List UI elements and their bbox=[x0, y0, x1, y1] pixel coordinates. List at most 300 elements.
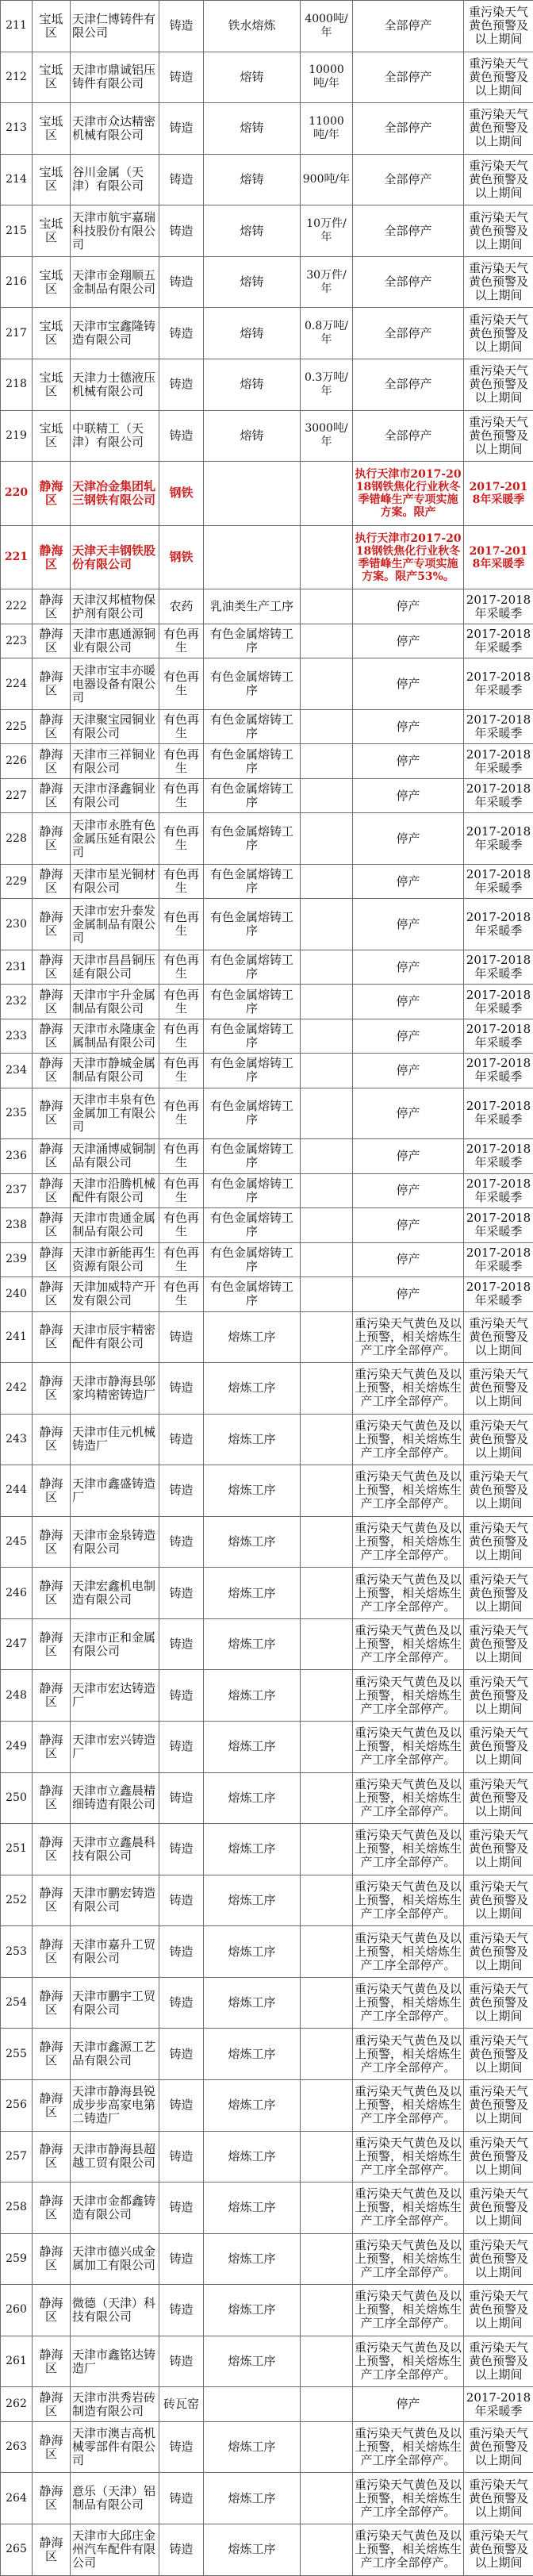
process-cell: 有色金属熔铸工序 bbox=[204, 1054, 301, 1088]
industry-cell: 铸造 bbox=[159, 1772, 204, 1824]
row-number-cell: 222 bbox=[1, 589, 33, 624]
industry-cell: 铸造 bbox=[159, 2029, 204, 2080]
process-cell: 铁水熔炼 bbox=[204, 1, 301, 52]
row-number-cell: 233 bbox=[1, 1019, 33, 1053]
control-measure-cell: 停产 bbox=[353, 1019, 464, 1053]
industry-cell: 铸造 bbox=[159, 256, 204, 308]
company-cell: 天津市新能再生资源有限公司 bbox=[71, 1242, 159, 1276]
row-number-cell: 252 bbox=[1, 1875, 33, 1926]
company-cell: 天津市静海县超越工贸有限公司 bbox=[71, 2131, 159, 2182]
district-cell: 静海区 bbox=[33, 1926, 71, 1978]
capacity-cell bbox=[301, 1618, 353, 1670]
row-number-cell: 257 bbox=[1, 2131, 33, 2182]
process-cell: 熔炼工序 bbox=[204, 1977, 301, 2029]
company-cell: 天津市昌昌铜压延有限公司 bbox=[71, 950, 159, 984]
district-cell: 静海区 bbox=[33, 658, 71, 710]
period-cell: 2017-2018年采暖季 bbox=[464, 899, 533, 950]
control-measure-cell: 全部停产 bbox=[353, 410, 464, 462]
industry-cell: 有色再生 bbox=[159, 950, 204, 984]
capacity-cell bbox=[301, 1568, 353, 1619]
table-row bbox=[1, 1670, 533, 1722]
industry-cell: 铸造 bbox=[159, 2233, 204, 2285]
company-cell: 微德（天津）科技有限公司 bbox=[71, 2285, 159, 2336]
district-cell: 静海区 bbox=[33, 709, 71, 743]
company-cell: 天津市惠通源铜业有限公司 bbox=[71, 624, 159, 658]
row-number-cell: 218 bbox=[1, 359, 33, 410]
district-cell: 静海区 bbox=[33, 1208, 71, 1242]
company-cell: 天津市鹏宇工贸有限公司 bbox=[71, 1977, 159, 2029]
process-cell: 有色金属熔铸工序 bbox=[204, 1277, 301, 1311]
process-cell: 熔炼工序 bbox=[204, 1618, 301, 1670]
period-cell: 2017-2018年采暖季 bbox=[464, 525, 533, 589]
process-cell: 熔炼工序 bbox=[204, 1926, 301, 1978]
table-row bbox=[1, 462, 533, 526]
company-cell: 天津仁博铸件有限公司 bbox=[71, 1, 159, 52]
company-cell: 天津市三祥铜业有限公司 bbox=[71, 744, 159, 778]
industry-cell: 有色再生 bbox=[159, 1139, 204, 1173]
process-cell: 熔炼工序 bbox=[204, 1516, 301, 1568]
capacity-cell bbox=[301, 1824, 353, 1875]
table-row bbox=[1, 256, 533, 308]
row-number-cell: 227 bbox=[1, 778, 33, 812]
period-cell: 重污染天气黄色预警及以上期间 bbox=[464, 2473, 533, 2524]
period-cell: 重污染天气黄色预警及以上期间 bbox=[464, 1414, 533, 1465]
table-row bbox=[1, 205, 533, 257]
capacity-cell bbox=[301, 813, 353, 865]
district-cell: 宝坻区 bbox=[33, 1, 71, 52]
district-cell: 静海区 bbox=[33, 1824, 71, 1875]
period-cell: 重污染天气黄色预警及以上期间 bbox=[464, 205, 533, 257]
company-cell: 天津市众达精密机械有限公司 bbox=[71, 103, 159, 155]
district-cell: 静海区 bbox=[33, 1139, 71, 1173]
process-cell bbox=[204, 2387, 301, 2421]
process-cell: 熔炼工序 bbox=[204, 2473, 301, 2524]
table-row bbox=[1, 2421, 533, 2473]
row-number-cell: 254 bbox=[1, 1977, 33, 2029]
table-row bbox=[1, 1465, 533, 1517]
control-measure-cell: 重污染天气黄色及以上预警，相关熔炼生产工序全部停产。 bbox=[353, 1977, 464, 2029]
period-cell: 重污染天气黄色预警及以上期间 bbox=[464, 2079, 533, 2131]
company-cell: 天津市永胜有色金属压延有限公司 bbox=[71, 813, 159, 865]
control-measure-cell: 重污染天气黄色及以上预警，相关熔炼生产工序全部停产。 bbox=[353, 2473, 464, 2524]
industry-cell: 铸造 bbox=[159, 205, 204, 257]
period-cell: 2017-2018年采暖季 bbox=[464, 2387, 533, 2421]
district-cell: 静海区 bbox=[33, 1465, 71, 1517]
industry-cell: 铸造 bbox=[159, 1568, 204, 1619]
process-cell: 熔铸 bbox=[204, 308, 301, 359]
table-row bbox=[1, 658, 533, 710]
control-measure-cell: 停产 bbox=[353, 950, 464, 984]
process-cell: 熔炼工序 bbox=[204, 1311, 301, 1363]
process-cell: 熔炼工序 bbox=[204, 1722, 301, 1773]
industry-cell: 铸造 bbox=[159, 1722, 204, 1773]
industry-cell: 有色再生 bbox=[159, 813, 204, 865]
control-measure-cell: 执行天津市2017-2018钢铁焦化行业秋冬季错峰生产专项实施方案。限产53%。 bbox=[353, 525, 464, 589]
table-row bbox=[1, 950, 533, 984]
district-cell: 静海区 bbox=[33, 1311, 71, 1363]
company-cell: 天津市鑫源工艺品有限公司 bbox=[71, 2029, 159, 2080]
industry-cell: 铸造 bbox=[159, 1363, 204, 1415]
company-cell: 天津市宏达铸造厂 bbox=[71, 1670, 159, 1722]
control-measure-cell: 重污染天气黄色及以上预警，相关熔炼生产工序全部停产。 bbox=[353, 1722, 464, 1773]
process-cell: 有色金属熔铸工序 bbox=[204, 899, 301, 950]
row-number-cell: 215 bbox=[1, 205, 33, 257]
period-cell: 重污染天气黄色预警及以上期间 bbox=[464, 1311, 533, 1363]
control-measure-cell: 重污染天气黄色及以上预警，相关熔炼生产工序全部停产。 bbox=[353, 1414, 464, 1465]
table-row bbox=[1, 1516, 533, 1568]
process-cell: 有色金属熔铸工序 bbox=[204, 1019, 301, 1053]
control-measure-cell: 重污染天气黄色及以上预警，相关熔炼生产工序全部停产。 bbox=[353, 1618, 464, 1670]
district-cell: 静海区 bbox=[33, 2421, 71, 2473]
district-cell: 静海区 bbox=[33, 1875, 71, 1926]
control-measure-cell: 重污染天气黄色及以上预警，相关熔炼生产工序全部停产。 bbox=[353, 2233, 464, 2285]
control-measure-cell: 停产 bbox=[353, 1242, 464, 1276]
table-row bbox=[1, 2131, 533, 2182]
company-cell: 天津市德兴成金属加工有限公司 bbox=[71, 2233, 159, 2285]
district-cell: 静海区 bbox=[33, 813, 71, 865]
company-cell: 天津市宝丰亦暖电器设备有限公司 bbox=[71, 658, 159, 710]
capacity-cell bbox=[301, 950, 353, 984]
row-number-cell: 263 bbox=[1, 2421, 33, 2473]
process-cell: 熔炼工序 bbox=[204, 1465, 301, 1517]
control-measure-cell: 停产 bbox=[353, 1139, 464, 1173]
capacity-cell bbox=[301, 1139, 353, 1173]
row-number-cell: 253 bbox=[1, 1926, 33, 1978]
row-number-cell: 230 bbox=[1, 899, 33, 950]
row-number-cell: 251 bbox=[1, 1824, 33, 1875]
industry-cell: 有色再生 bbox=[159, 899, 204, 950]
control-measure-cell: 停产 bbox=[353, 985, 464, 1019]
company-cell: 天津聚宝园铜业有限公司 bbox=[71, 709, 159, 743]
period-cell: 2017-2018年采暖季 bbox=[464, 589, 533, 624]
row-number-cell: 217 bbox=[1, 308, 33, 359]
row-number-cell: 214 bbox=[1, 154, 33, 205]
process-cell: 有色金属熔铸工序 bbox=[204, 1242, 301, 1276]
process-cell bbox=[204, 462, 301, 526]
industry-cell: 铸造 bbox=[159, 1516, 204, 1568]
company-cell: 天津力士德液压机械有限公司 bbox=[71, 359, 159, 410]
industry-cell: 农药 bbox=[159, 589, 204, 624]
capacity-cell bbox=[301, 1875, 353, 1926]
district-cell: 静海区 bbox=[33, 778, 71, 812]
table-row bbox=[1, 864, 533, 898]
company-cell: 天津市金泉铸造有限公司 bbox=[71, 1516, 159, 1568]
company-cell: 天津宏鑫机电制造有限公司 bbox=[71, 1568, 159, 1619]
industry-cell: 有色再生 bbox=[159, 624, 204, 658]
capacity-cell bbox=[301, 1311, 353, 1363]
capacity-cell: 10000吨/年 bbox=[301, 52, 353, 103]
table-row bbox=[1, 52, 533, 103]
row-number-cell: 261 bbox=[1, 2336, 33, 2387]
company-cell: 天津市鑫铭达铸造厂 bbox=[71, 2336, 159, 2387]
district-cell: 静海区 bbox=[33, 2029, 71, 2080]
capacity-cell bbox=[301, 2233, 353, 2285]
table-row bbox=[1, 813, 533, 865]
industry-cell: 铸造 bbox=[159, 2421, 204, 2473]
control-measure-cell: 停产 bbox=[353, 1173, 464, 1207]
industry-cell: 铸造 bbox=[159, 1465, 204, 1517]
period-cell: 重污染天气黄色预警及以上期间 bbox=[464, 2421, 533, 2473]
table-row bbox=[1, 985, 533, 1019]
row-number-cell: 240 bbox=[1, 1277, 33, 1311]
industry-cell: 铸造 bbox=[159, 1414, 204, 1465]
process-cell: 熔炼工序 bbox=[204, 1414, 301, 1465]
control-measure-cell: 停产 bbox=[353, 899, 464, 950]
industry-cell: 铸造 bbox=[159, 1926, 204, 1978]
district-cell: 静海区 bbox=[33, 2473, 71, 2524]
table-row bbox=[1, 1772, 533, 1824]
capacity-cell bbox=[301, 2473, 353, 2524]
table-row bbox=[1, 1, 533, 52]
period-cell: 2017-2018年采暖季 bbox=[464, 1208, 533, 1242]
process-cell: 有色金属熔铸工序 bbox=[204, 1173, 301, 1207]
process-cell: 有色金属熔铸工序 bbox=[204, 1139, 301, 1173]
industry-cell: 铸造 bbox=[159, 1977, 204, 2029]
period-cell: 2017-2018年采暖季 bbox=[464, 658, 533, 710]
process-cell: 熔铸 bbox=[204, 205, 301, 257]
table-row bbox=[1, 744, 533, 778]
period-cell: 重污染天气黄色预警及以上期间 bbox=[464, 1465, 533, 1517]
period-cell: 重污染天气黄色预警及以上期间 bbox=[464, 2233, 533, 2285]
table-row bbox=[1, 1824, 533, 1875]
table-row bbox=[1, 2182, 533, 2234]
period-cell: 重污染天气黄色预警及以上期间 bbox=[464, 1363, 533, 1415]
control-measure-cell: 全部停产 bbox=[353, 256, 464, 308]
period-cell: 重污染天气黄色预警及以上期间 bbox=[464, 1977, 533, 2029]
industry-cell: 有色再生 bbox=[159, 1242, 204, 1276]
capacity-cell bbox=[301, 1465, 353, 1517]
control-measure-cell: 停产 bbox=[353, 744, 464, 778]
period-cell: 重污染天气黄色预警及以上期间 bbox=[464, 1, 533, 52]
control-measure-cell: 全部停产 bbox=[353, 205, 464, 257]
capacity-cell bbox=[301, 985, 353, 1019]
capacity-cell bbox=[301, 1977, 353, 2029]
period-cell: 2017-2018年采暖季 bbox=[464, 1019, 533, 1053]
period-cell: 重污染天气黄色预警及以上期间 bbox=[464, 410, 533, 462]
industry-cell: 铸造 bbox=[159, 154, 204, 205]
capacity-cell bbox=[301, 2387, 353, 2421]
period-cell: 重污染天气黄色预警及以上期间 bbox=[464, 2182, 533, 2234]
control-measure-cell: 执行天津市2017-2018钢铁焦化行业秋冬季错峰生产专项实施方案。限产 bbox=[353, 462, 464, 526]
period-cell: 重污染天气黄色预警及以上期间 bbox=[464, 103, 533, 155]
capacity-cell bbox=[301, 2285, 353, 2336]
control-measure-cell: 重污染天气黄色及以上预警，相关熔炼生产工序全部停产。 bbox=[353, 1670, 464, 1722]
table-row bbox=[1, 1088, 533, 1139]
district-cell: 静海区 bbox=[33, 1242, 71, 1276]
company-cell: 天津市鹏宏铸造有限公司 bbox=[71, 1875, 159, 1926]
period-cell: 重污染天气黄色预警及以上期间 bbox=[464, 52, 533, 103]
table-row bbox=[1, 1568, 533, 1619]
process-cell: 熔炼工序 bbox=[204, 1824, 301, 1875]
table-row bbox=[1, 2233, 533, 2285]
table-row bbox=[1, 1363, 533, 1415]
capacity-cell bbox=[301, 2182, 353, 2234]
industry-cell: 有色再生 bbox=[159, 1054, 204, 1088]
row-number-cell: 265 bbox=[1, 2524, 33, 2575]
period-cell: 重污染天气黄色预警及以上期间 bbox=[464, 2524, 533, 2575]
district-cell: 静海区 bbox=[33, 1414, 71, 1465]
district-cell: 静海区 bbox=[33, 2336, 71, 2387]
table-row bbox=[1, 1926, 533, 1978]
control-measure-cell: 停产 bbox=[353, 709, 464, 743]
district-cell: 静海区 bbox=[33, 1516, 71, 1568]
company-cell: 天津市泽鑫铜业有限公司 bbox=[71, 778, 159, 812]
industry-cell: 铸造 bbox=[159, 2131, 204, 2182]
control-measure-cell: 停产 bbox=[353, 624, 464, 658]
capacity-cell bbox=[301, 2079, 353, 2131]
control-measure-cell: 重污染天气黄色及以上预警，相关熔炼生产工序全部停产。 bbox=[353, 1363, 464, 1415]
company-cell: 谷川金属（天津）有限公司 bbox=[71, 154, 159, 205]
company-cell: 天津涌博威铜制品有限公司 bbox=[71, 1139, 159, 1173]
control-measure-cell: 停产 bbox=[353, 778, 464, 812]
district-cell: 宝坻区 bbox=[33, 205, 71, 257]
control-measure-cell: 重污染天气黄色及以上预警，相关熔炼生产工序全部停产。 bbox=[353, 1926, 464, 1978]
row-number-cell: 232 bbox=[1, 985, 33, 1019]
control-measure-cell: 重污染天气黄色及以上预警，相关熔炼生产工序全部停产。 bbox=[353, 1465, 464, 1517]
control-measure-cell: 重污染天气黄色及以上预警，相关熔炼生产工序全部停产。 bbox=[353, 2336, 464, 2387]
row-number-cell: 255 bbox=[1, 2029, 33, 2080]
process-cell: 熔炼工序 bbox=[204, 2524, 301, 2575]
capacity-cell bbox=[301, 899, 353, 950]
capacity-cell: 0.8万吨/年 bbox=[301, 308, 353, 359]
industry-cell: 铸造 bbox=[159, 2079, 204, 2131]
control-measure-cell: 全部停产 bbox=[353, 154, 464, 205]
row-number-cell: 228 bbox=[1, 813, 33, 865]
district-cell: 静海区 bbox=[33, 1722, 71, 1773]
process-cell: 熔炼工序 bbox=[204, 1568, 301, 1619]
industry-cell: 有色再生 bbox=[159, 1019, 204, 1053]
district-cell: 静海区 bbox=[33, 2182, 71, 2234]
control-measure-cell: 全部停产 bbox=[353, 359, 464, 410]
district-cell: 静海区 bbox=[33, 1568, 71, 1619]
control-measure-cell: 重污染天气黄色及以上预警，相关熔炼生产工序全部停产。 bbox=[353, 1516, 464, 1568]
capacity-cell bbox=[301, 1088, 353, 1139]
period-cell: 重污染天气黄色预警及以上期间 bbox=[464, 154, 533, 205]
industry-cell: 铸造 bbox=[159, 2473, 204, 2524]
district-cell: 静海区 bbox=[33, 1363, 71, 1415]
control-measure-cell: 重污染天气黄色及以上预警，相关熔炼生产工序全部停产。 bbox=[353, 2421, 464, 2473]
capacity-cell: 900吨/年 bbox=[301, 154, 353, 205]
company-cell: 天津市金翔顺五金制品有限公司 bbox=[71, 256, 159, 308]
period-cell: 重污染天气黄色预警及以上期间 bbox=[464, 1618, 533, 1670]
row-number-cell: 211 bbox=[1, 1, 33, 52]
period-cell: 2017-2018年采暖季 bbox=[464, 985, 533, 1019]
table-row bbox=[1, 2285, 533, 2336]
capacity-cell bbox=[301, 2336, 353, 2387]
capacity-cell bbox=[301, 1363, 353, 1415]
row-number-cell: 259 bbox=[1, 2233, 33, 2285]
row-number-cell: 245 bbox=[1, 1516, 33, 1568]
company-cell: 天津市洪秀岩砖制造有限公司 bbox=[71, 2387, 159, 2421]
capacity-cell bbox=[301, 1208, 353, 1242]
period-cell: 2017-2018年采暖季 bbox=[464, 744, 533, 778]
period-cell: 2017-2018年采暖季 bbox=[464, 709, 533, 743]
row-number-cell: 221 bbox=[1, 525, 33, 589]
row-number-cell: 213 bbox=[1, 103, 33, 155]
company-cell: 天津市宝鑫隆铸造有限公司 bbox=[71, 308, 159, 359]
control-measure-cell: 重污染天气黄色及以上预警，相关熔炼生产工序全部停产。 bbox=[353, 2524, 464, 2575]
table-row bbox=[1, 1242, 533, 1276]
industry-cell: 有色再生 bbox=[159, 658, 204, 710]
row-number-cell: 262 bbox=[1, 2387, 33, 2421]
district-cell: 静海区 bbox=[33, 1618, 71, 1670]
company-cell: 天津市星光铜材有限公司 bbox=[71, 864, 159, 898]
industry-cell: 铸造 bbox=[159, 2524, 204, 2575]
row-number-cell: 216 bbox=[1, 256, 33, 308]
period-cell: 2017-2018年采暖季 bbox=[464, 1173, 533, 1207]
table-row bbox=[1, 1722, 533, 1773]
district-cell: 静海区 bbox=[33, 1977, 71, 2029]
company-cell: 天津市鑫盛铸造厂 bbox=[71, 1465, 159, 1517]
control-measure-cell: 停产 bbox=[353, 1277, 464, 1311]
company-cell: 天津市金都鑫铸造有限公司 bbox=[71, 2182, 159, 2234]
table-row bbox=[1, 1618, 533, 1670]
row-number-cell: 223 bbox=[1, 624, 33, 658]
control-measure-cell: 停产 bbox=[353, 1208, 464, 1242]
district-cell: 静海区 bbox=[33, 2387, 71, 2421]
industry-cell: 有色再生 bbox=[159, 1088, 204, 1139]
period-cell: 重污染天气黄色预警及以上期间 bbox=[464, 1824, 533, 1875]
district-cell: 宝坻区 bbox=[33, 308, 71, 359]
industry-cell: 有色再生 bbox=[159, 985, 204, 1019]
table-row bbox=[1, 2336, 533, 2387]
district-cell: 静海区 bbox=[33, 1088, 71, 1139]
district-cell: 静海区 bbox=[33, 1173, 71, 1207]
district-cell: 静海区 bbox=[33, 589, 71, 624]
row-number-cell: 237 bbox=[1, 1173, 33, 1207]
period-cell: 重污染天气黄色预警及以上期间 bbox=[464, 1670, 533, 1722]
table-row bbox=[1, 1019, 533, 1053]
process-cell: 有色金属熔铸工序 bbox=[204, 624, 301, 658]
process-cell: 熔炼工序 bbox=[204, 2131, 301, 2182]
control-measure-cell: 重污染天气黄色及以上预警，相关熔炼生产工序全部停产。 bbox=[353, 1824, 464, 1875]
row-number-cell: 248 bbox=[1, 1670, 33, 1722]
control-measure-cell: 全部停产 bbox=[353, 52, 464, 103]
process-cell: 有色金属熔铸工序 bbox=[204, 813, 301, 865]
industry-cell: 铸造 bbox=[159, 1311, 204, 1363]
district-cell: 宝坻区 bbox=[33, 359, 71, 410]
company-cell: 天津市宇升金属制品有限公司 bbox=[71, 985, 159, 1019]
industry-cell: 铸造 bbox=[159, 1618, 204, 1670]
table-row bbox=[1, 2079, 533, 2131]
process-cell: 熔炼工序 bbox=[204, 2182, 301, 2234]
industry-cell: 有色再生 bbox=[159, 1173, 204, 1207]
control-measure-cell: 停产 bbox=[353, 813, 464, 865]
control-measure-cell: 停产 bbox=[353, 1054, 464, 1088]
table-row bbox=[1, 308, 533, 359]
period-cell: 2017-2018年采暖季 bbox=[464, 813, 533, 865]
industry-cell: 铸造 bbox=[159, 1, 204, 52]
capacity-cell bbox=[301, 2029, 353, 2080]
table-row bbox=[1, 410, 533, 462]
district-cell: 静海区 bbox=[33, 950, 71, 984]
period-cell: 2017-2018年采暖季 bbox=[464, 778, 533, 812]
capacity-cell bbox=[301, 589, 353, 624]
table-row bbox=[1, 709, 533, 743]
industry-cell: 铸造 bbox=[159, 103, 204, 155]
row-number-cell: 260 bbox=[1, 2285, 33, 2336]
process-cell: 乳油类生产工序 bbox=[204, 589, 301, 624]
process-cell: 熔炼工序 bbox=[204, 2029, 301, 2080]
district-cell: 静海区 bbox=[33, 2285, 71, 2336]
row-number-cell: 238 bbox=[1, 1208, 33, 1242]
control-measure-cell: 重污染天气黄色及以上预警，相关熔炼生产工序全部停产。 bbox=[353, 2079, 464, 2131]
table-row bbox=[1, 359, 533, 410]
process-cell: 熔炼工序 bbox=[204, 2421, 301, 2473]
district-cell: 静海区 bbox=[33, 1772, 71, 1824]
control-measure-cell: 重污染天气黄色及以上预警，相关熔炼生产工序全部停产。 bbox=[353, 2131, 464, 2182]
row-number-cell: 234 bbox=[1, 1054, 33, 1088]
